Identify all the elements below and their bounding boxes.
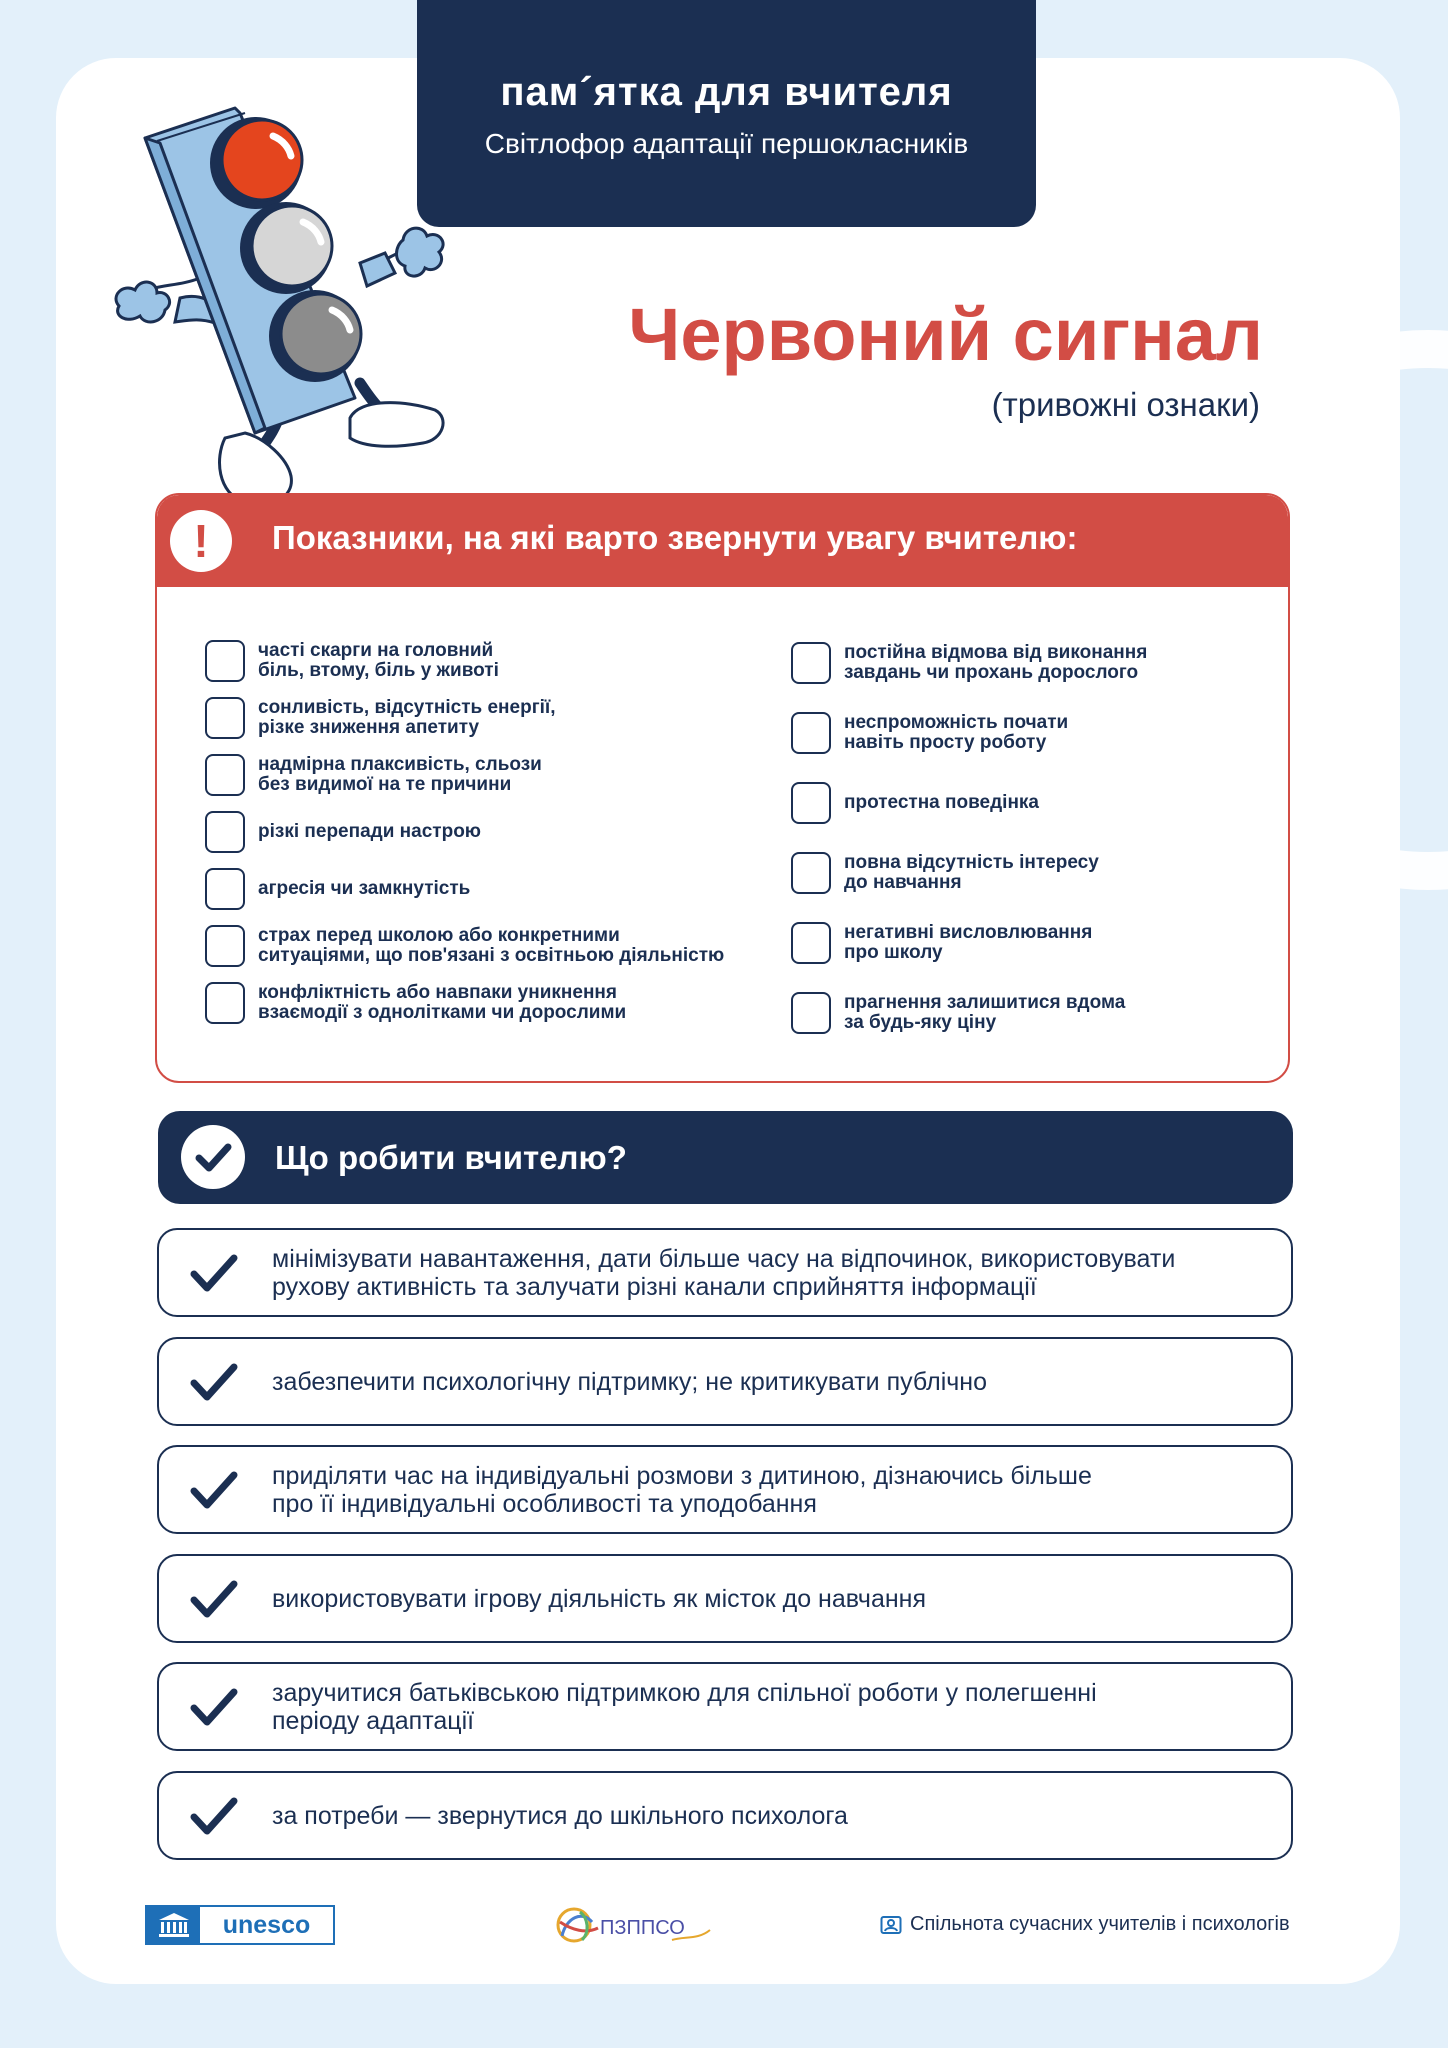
unesco-temple-icon bbox=[147, 1907, 200, 1943]
action-item bbox=[157, 1554, 1293, 1643]
action-text: заручитися батьківською підтримкою для спільної роботи у полегшенні періоду адаптації bbox=[272, 1678, 1097, 1735]
indicator-item[interactable] bbox=[205, 754, 542, 796]
action-text: мінімізувати навантаження, дати більше часу на відпочинок, використовувати рухову активність та залучати різні канали сприйняття інформації bbox=[272, 1244, 1176, 1301]
pzppso-logo bbox=[552, 1900, 714, 1950]
check-icon bbox=[189, 1361, 239, 1405]
indicator-text: страх перед школою або конкретними ситуаціями, що пов'язані з освітньою діяльністю bbox=[258, 925, 725, 966]
checkbox-icon[interactable] bbox=[791, 712, 831, 754]
indicator-item[interactable] bbox=[791, 712, 1068, 754]
community-icon bbox=[880, 1914, 902, 1936]
checkbox-icon[interactable] bbox=[205, 754, 245, 796]
check-icon bbox=[189, 1252, 239, 1296]
indicator-text: конфліктність або навпаки уникнення взаємодії з однолітками чи дорослими bbox=[258, 982, 627, 1023]
header-subtitle: Світлофор адаптації першокласників bbox=[484, 128, 969, 159]
indicator-text: агресія чи замкнутість bbox=[258, 878, 471, 899]
check-icon bbox=[189, 1686, 239, 1730]
signal-subtitle: (тривожні ознаки) bbox=[991, 386, 1260, 423]
indicator-item[interactable] bbox=[791, 642, 1147, 684]
alert-icon: ! bbox=[170, 510, 232, 572]
check-icon bbox=[189, 1578, 239, 1622]
action-text: використовувати ігрову діяльність як місток до навчання bbox=[272, 1584, 926, 1613]
indicator-item[interactable] bbox=[791, 782, 1039, 824]
indicators-title: Показники, на які варто звернути увагу вчителю: bbox=[272, 519, 1078, 556]
checkbox-icon[interactable] bbox=[205, 640, 245, 682]
indicator-item[interactable] bbox=[205, 640, 499, 682]
checkbox-icon[interactable] bbox=[205, 982, 245, 1024]
indicators-panel bbox=[155, 493, 1290, 1083]
checkbox-icon[interactable] bbox=[205, 925, 245, 967]
todo-title: Що робити вчителю? bbox=[275, 1139, 627, 1176]
action-text: за потреби — звернутися до шкільного психолога bbox=[272, 1801, 848, 1830]
indicator-text: надмірна плаксивість, сльози без видимої на те причини bbox=[258, 754, 542, 795]
header-banner bbox=[417, 0, 1036, 227]
community-text: Спільнота сучасних учителів і психологів bbox=[910, 1913, 1290, 1935]
indicator-item[interactable] bbox=[205, 811, 481, 853]
unesco-logo bbox=[145, 1905, 335, 1945]
check-icon bbox=[189, 1795, 239, 1839]
indicator-item[interactable] bbox=[791, 992, 1125, 1034]
todo-header bbox=[158, 1111, 1293, 1204]
checkbox-icon[interactable] bbox=[791, 852, 831, 894]
pzppso-text: ПЗППСО bbox=[600, 1917, 685, 1939]
action-item bbox=[157, 1662, 1293, 1751]
indicator-text: протестна поведінка bbox=[844, 792, 1040, 813]
indicator-text: постійна відмова від виконання завдань чи прохань дорослого bbox=[844, 642, 1148, 683]
indicator-item[interactable] bbox=[791, 922, 1092, 964]
action-item bbox=[157, 1445, 1293, 1534]
signal-title: Червоний сигнал bbox=[628, 293, 1263, 376]
indicator-item[interactable] bbox=[205, 868, 470, 910]
unesco-text: unesco bbox=[222, 1911, 311, 1939]
action-text: приділяти час на індивідуальні розмови з дитиною, дізнаючись більше про її індивідуальні особливості та уподобання bbox=[272, 1461, 1092, 1518]
community-credit bbox=[880, 1913, 1290, 1936]
checkbox-icon[interactable] bbox=[791, 782, 831, 824]
indicator-text: різкі перепади настрою bbox=[258, 821, 482, 842]
checkbox-icon[interactable] bbox=[791, 642, 831, 684]
indicator-item[interactable] bbox=[205, 982, 626, 1024]
indicator-text: повна відсутність інтересу до навчання bbox=[844, 852, 1099, 893]
indicator-text: негативні висловлювання про школу bbox=[844, 922, 1093, 963]
checkbox-icon[interactable] bbox=[791, 992, 831, 1034]
header-title: пам´ятка для вчителя bbox=[500, 70, 953, 114]
indicator-text: часті скарги на головний біль, втому, біль у животі bbox=[258, 640, 499, 681]
indicator-item[interactable] bbox=[205, 697, 556, 739]
checkbox-icon[interactable] bbox=[791, 922, 831, 964]
indicator-item[interactable] bbox=[205, 925, 724, 967]
action-item bbox=[157, 1771, 1293, 1860]
check-circle-icon bbox=[181, 1125, 245, 1189]
traffic-light-mascot bbox=[105, 98, 450, 513]
action-text: забезпечити психологічну підтримку; не критикувати публічно bbox=[272, 1367, 987, 1396]
indicator-text: неспроможність почати навіть просту роботу bbox=[844, 712, 1069, 753]
checkbox-icon[interactable] bbox=[205, 868, 245, 910]
action-item bbox=[157, 1337, 1293, 1426]
check-icon bbox=[189, 1469, 239, 1513]
checkbox-icon[interactable] bbox=[205, 811, 245, 853]
indicator-text: прагнення залишитися вдома за будь-яку ціну bbox=[844, 992, 1126, 1033]
indicator-item[interactable] bbox=[791, 852, 1099, 894]
indicators-header bbox=[157, 495, 1288, 587]
action-item bbox=[157, 1228, 1293, 1317]
indicator-text: сонливість, відсутність енергії, різке зниження апетиту bbox=[258, 697, 556, 738]
checkbox-icon[interactable] bbox=[205, 697, 245, 739]
